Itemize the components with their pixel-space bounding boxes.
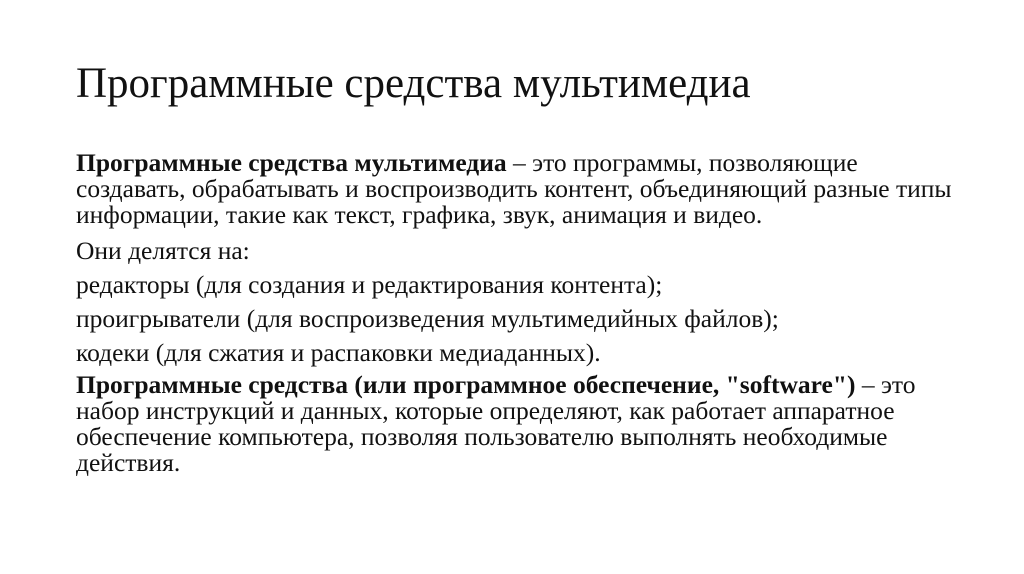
definition-paragraph (76, 150, 956, 228)
slide-body (76, 150, 956, 484)
list-item-players: проигрыватели (для воспроизведения мультимедийных файлов); (76, 304, 779, 333)
definition-text: – это программы, позволяющие создавать, обрабатывать и воспроизводить контент, объединяющий разные типы информации, такие как текст, графика, звук, анимация и видео. (76, 148, 952, 229)
definition-term: Программные средства мультимедиа (76, 148, 507, 177)
intro-line: Они делятся на: (76, 236, 250, 265)
software-term: Программные средства (или программное обеспечение, "software") (76, 370, 856, 399)
list-item-editors: редакторы (для создания и редактирования контента); (76, 270, 663, 299)
list-item-codecs: кодеки (для сжатия и распаковки медиаданных). (76, 338, 601, 367)
software-paragraph (76, 372, 956, 476)
slide-title: Программные средства мультимедиа (76, 60, 751, 107)
software-text: – это набор инструкций и данных, которые определяют, как работает аппаратное обеспечение компьютера, позволяя пользователю выполнять необходимые действия. (76, 370, 916, 477)
